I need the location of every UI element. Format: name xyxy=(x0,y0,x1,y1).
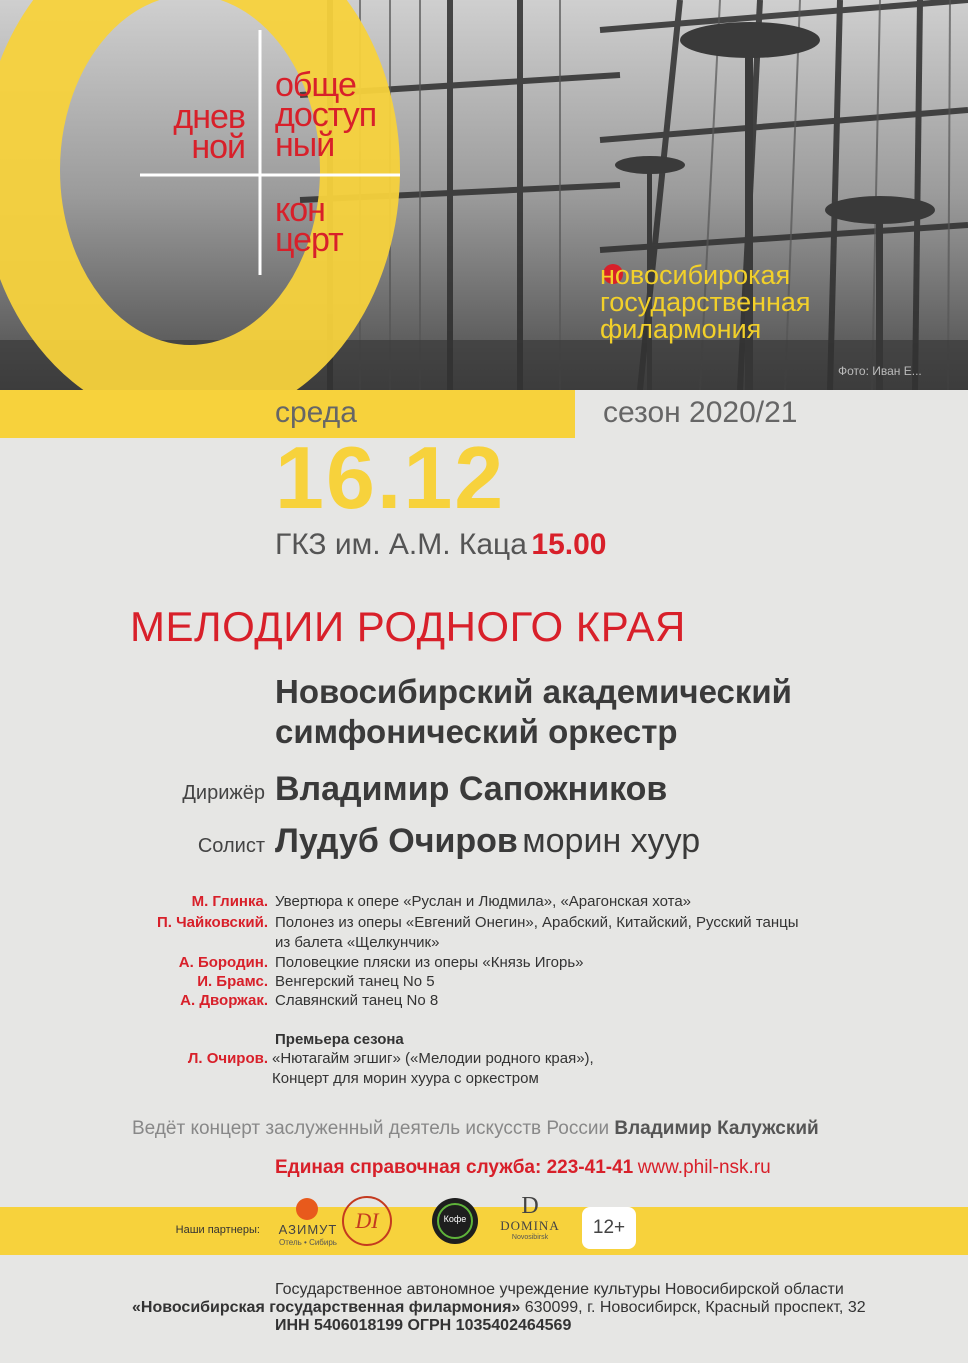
footer-line2 xyxy=(132,1298,866,1318)
domina-logo[interactable]: D DOMINA Novosibirsk xyxy=(500,1193,560,1241)
season: сезон 2020/21 xyxy=(603,396,798,429)
photo-credit: Фото: Иван Е... xyxy=(838,364,922,378)
host-text: Ведёт концерт заслуженный деятель искусств России xyxy=(132,1118,610,1139)
azimut-icon xyxy=(296,1198,318,1220)
orchestra: Новосибирский академический симфонический оркестр xyxy=(275,673,792,750)
word-dnevnoy: днев ной xyxy=(173,98,245,166)
info-line xyxy=(275,1157,771,1179)
program-work: Венгерский танец No 5 xyxy=(275,973,435,990)
concert-time: 15.00 xyxy=(531,528,607,561)
program-composer: А. Бородин. xyxy=(178,954,268,971)
program-composer: А. Дворжак. xyxy=(180,992,268,1009)
program-work: Половецкие пляски из оперы «Князь Игорь» xyxy=(275,954,584,971)
soloist-name: Лудуб Очиров xyxy=(275,822,518,860)
dolce-logo[interactable]: DI xyxy=(340,1196,394,1248)
website-link[interactable]: www.phil-nsk.ru xyxy=(637,1157,771,1178)
premiere-heading: Премьера сезона xyxy=(275,1031,404,1048)
soloist-instrument: морин хуур xyxy=(522,822,701,860)
program-work: Славянский танец No 8 xyxy=(275,992,439,1009)
program-work: из балета «Щелкунчик» xyxy=(275,934,440,951)
program-composer: И. Брамс. xyxy=(197,973,268,990)
partners-row: Наши партнеры: АЗИМУТ Отель • Сибирь DI Кофе D DOMINA Novosibirsk 12+ xyxy=(0,1194,968,1264)
premiere-composer: Л. Очиров. xyxy=(187,1050,268,1067)
word-obshedostupny: обще доступ ный xyxy=(275,66,377,164)
info-phone: Единая справочная служба: 223-41-41 xyxy=(275,1157,634,1178)
footer-org: «Новосибирская государственная филармония» xyxy=(132,1299,521,1316)
venue-line xyxy=(275,528,606,562)
concert-title: МЕЛОДИИ РОДНОГО КРАЯ xyxy=(130,603,686,650)
host-line xyxy=(132,1118,819,1140)
age-rating-badge: 12+ xyxy=(582,1207,636,1249)
word-koncert: кон церт xyxy=(275,191,343,259)
partners-label: Наши партнеры: xyxy=(175,1224,260,1236)
premiere-work: «Нютагайм эгшиг» («Мелодии родного края»), xyxy=(272,1050,594,1067)
weekday: среда xyxy=(275,396,357,429)
program-composer: М. Глинка. xyxy=(191,893,268,910)
program-composer: П. Чайковский. xyxy=(157,914,268,931)
soloist-line xyxy=(275,822,700,861)
concert-date: 16.12 xyxy=(275,428,506,527)
conductor-role: Дирижёр xyxy=(182,782,265,804)
soloist-role: Солист xyxy=(197,835,265,857)
footer-line1: Государственное автономное учреждение культуры Новосибирской области xyxy=(275,1281,844,1298)
premiere-work-desc: Концерт для морин хуура с оркестром xyxy=(272,1070,539,1087)
conductor-name: Владимир Сапожников xyxy=(275,770,668,808)
program-work: Увертюра к опере «Руслан и Людмила», «Арагонская хота» xyxy=(275,893,692,910)
philharmonic-logo-text: новосибирокая государственная филармония xyxy=(600,260,811,344)
host-name: Владимир Калужский xyxy=(614,1118,819,1139)
footer-address: 630099, г. Новосибирск, Красный проспект, 32 xyxy=(524,1299,866,1316)
footer-ids: ИНН 5406018199 ОГРН 1035402464569 xyxy=(275,1317,572,1334)
coffee-logo[interactable]: Кофе xyxy=(432,1198,478,1244)
architecture-photo xyxy=(0,0,968,390)
venue: ГКЗ им. А.М. Каца xyxy=(275,528,527,561)
header-photo xyxy=(0,0,968,390)
program-work: Полонез из оперы «Евгений Онегин», Арабский, Китайский, Русский танцы xyxy=(275,914,799,931)
